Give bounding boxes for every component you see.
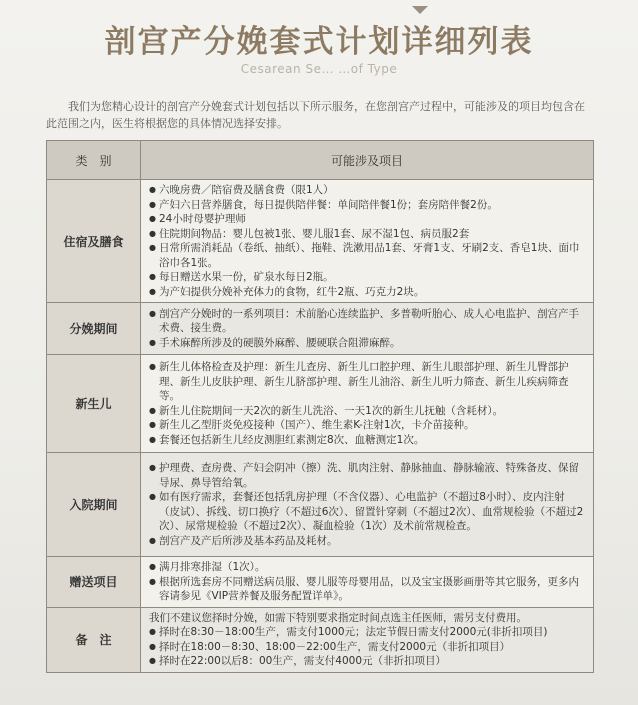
- list-item: ● 六晚房费／陪宿费及膳食费（限1人）: [149, 183, 585, 198]
- item-list: [149, 560, 585, 604]
- item-list: [149, 625, 585, 669]
- table-row: [47, 557, 594, 608]
- remark-note: 我们不建议您择时分娩，如需下特别要求指定时间点选主任医师，需另支付费用。: [149, 611, 527, 624]
- list-item: ● 日常所需消耗品（卷纸、抽纸）、拖鞋、洗漱用品1套、牙膏1支、牙刷2支、香皂1块、面巾浴巾各1张。: [149, 241, 585, 270]
- list-item: ● 手术麻醉所涉及的硬膜外麻醉、腰硬联合阻滞麻醉。: [149, 336, 585, 351]
- list-item: ● 满月排寒排湿（1次）。: [149, 560, 585, 575]
- row-items: [141, 303, 594, 355]
- item-list: [149, 360, 585, 447]
- row-items: [141, 557, 594, 608]
- list-item: ● 套餐还包括新生儿经皮测胆红素测定8次、血糖测定1次。: [149, 433, 585, 448]
- table-row: [47, 180, 594, 303]
- top-notch-marker: [412, 6, 428, 14]
- row-category: 住宿及膳食: [47, 180, 141, 303]
- table-row: [47, 607, 594, 672]
- plan-table: [46, 140, 594, 673]
- list-item: ● 为产妇提供分娩补充体力的食物，红牛2瓶、巧克力2块。: [149, 285, 585, 300]
- row-category: 新生儿: [47, 355, 141, 453]
- list-item: ● 择时在22:00以后8：00生产，需支付4000元（非折扣项目）: [149, 654, 585, 669]
- list-item: ● 新生儿住院期间一天2次的新生儿洗浴、一天1次的新生儿抚触（含耗材）。: [149, 404, 585, 419]
- table-row: [47, 355, 594, 453]
- page-title: 剖宫产分娩套式计划详细列表: [104, 24, 534, 60]
- list-item: ● 择时在18:00－8:30、18:00－22:00生产，需支付2000元（非折扣项目）: [149, 640, 585, 655]
- row-category: 分娩期间: [47, 303, 141, 355]
- list-item: ● 产妇六日营养膳食，每日提供陪伴餐：单间陪伴餐1份；套房陪伴餐2份。: [149, 198, 585, 213]
- row-items: [141, 453, 594, 557]
- item-list: [149, 307, 585, 351]
- list-item: ● 新生儿体格检查及护理：新生儿查房、新生儿口腔护理、新生儿眼部护理、新生儿臀部护理、新生儿皮肤护理、新生儿脐部护理、新生儿油浴、新生儿听力筛查、新生儿疾病筛查等。: [149, 360, 585, 404]
- intro-paragraph: 我们为您精心设计的剖宫产分娩套式计划包括以下所示服务，在您剖宫产过程中，可能涉及的项目均包含在此范围之内，医生将根据您的具体情况选择安排。: [46, 100, 585, 130]
- row-items: [141, 180, 594, 303]
- header-items: 可能涉及项目: [141, 141, 594, 180]
- list-item: ● 护理费、查房费、产妇会阴冲（擦）洗、肌肉注射、静脉抽血、静脉输液、特殊备皮、保留导尿、鼻导管给氧。: [149, 461, 585, 490]
- row-items: [141, 355, 594, 453]
- table-row: [47, 453, 594, 557]
- row-category: 备 注: [47, 607, 141, 672]
- list-item: ● 如有医疗需求，套餐还包括乳房护理（不含仪器）、心电监护（不超过8小时）、皮内注射（皮试）、拆线、切口换疗（不超过6次）、留置针穿刺（不超过2次）、血常规检验（不超过2次）、尿常规检验（不超过2次）、凝血检验（1次）及术前常规检查。: [149, 490, 585, 534]
- list-item: ● 根据所选套房不同赠送病员服、婴儿服等母婴用品，以及宝宝摄影画册等其它服务，更多内容请参见《VIP营养餐及服务配置详单》。: [149, 575, 585, 604]
- list-item: ● 剖宫产分娩时的一系列项目：术前胎心连续监护、多普勒听胎心、成人心电监护、剖宫产手术费、接生费。: [149, 307, 585, 336]
- row-category: 入院期间: [47, 453, 141, 557]
- item-list: [149, 461, 585, 548]
- list-item: ● 住院期间物品：婴儿包被1张、婴儿服1套、尿不湿1包、病员服2套: [149, 227, 585, 242]
- header-category: 类 别: [47, 141, 141, 180]
- row-items: [141, 607, 594, 672]
- page-subtitle: Cesarean Se… …of Type: [240, 62, 398, 76]
- list-item: ● 每日赠送水果一份，矿泉水每日2瓶。: [149, 270, 585, 285]
- item-list: [149, 183, 585, 299]
- table-body: [47, 180, 594, 673]
- table-header-row: [47, 141, 594, 180]
- list-item: ● 剖宫产及产后所涉及基本药品及耗材。: [149, 534, 585, 549]
- list-item: ● 新生儿乙型肝炎免疫接种（国产）、维生素K-注射1次，卡介苗接种。: [149, 418, 585, 433]
- list-item: ● 24小时母婴护理师: [149, 212, 585, 227]
- list-item: ● 择时在8:30－18:00生产，需支付1000元；法定节假日需支付2000元(非折扣项目): [149, 625, 585, 640]
- row-category: 赠送项目: [47, 557, 141, 608]
- table-row: [47, 303, 594, 355]
